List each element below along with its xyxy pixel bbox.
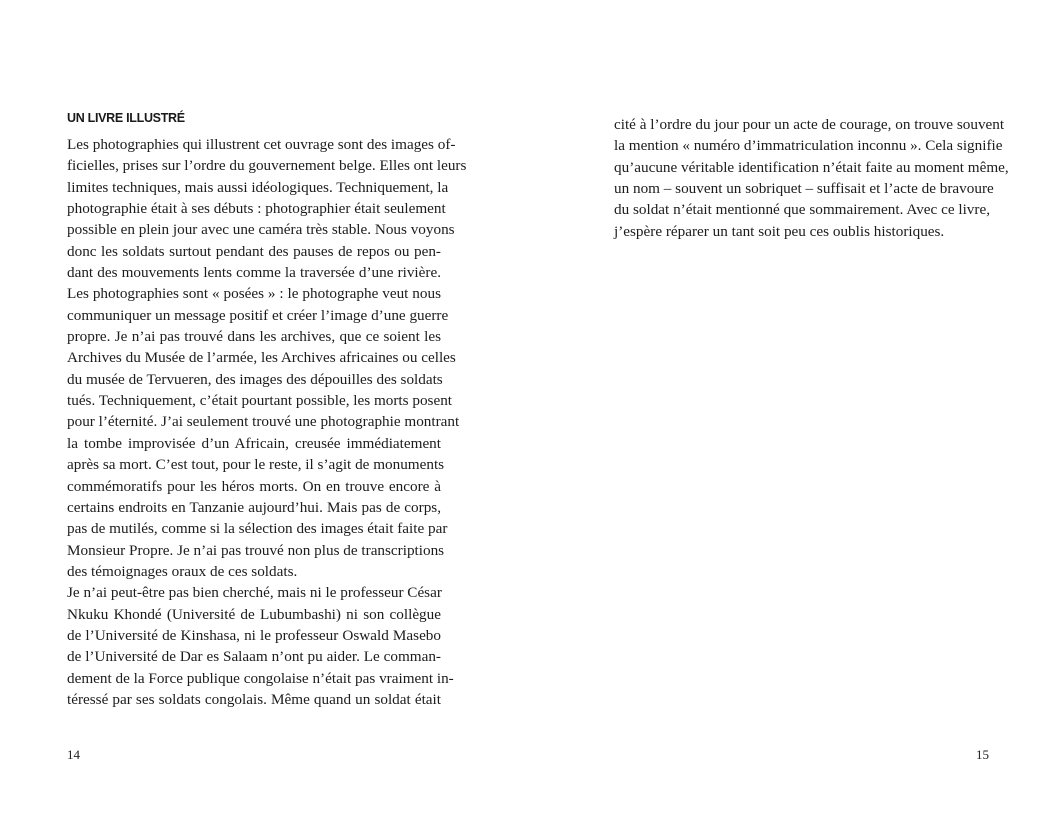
page-number-left: 14: [67, 747, 80, 762]
right-page: [528, 0, 1056, 816]
text-line: après sa mort. C’est tout, pour le reste, il s’agit de monuments: [67, 456, 445, 474]
right-body-text: [614, 114, 1009, 242]
text-line: ficielles, prises sur l’ordre du gouvernement belge. Elles ont leurs: [67, 157, 467, 175]
text-line: pour l’éternité. J’ai seulement trouvé une photographie montrant: [67, 413, 460, 431]
text-line: propre. Je n’ai pas trouvé dans les archives, que ce soient les: [67, 328, 441, 346]
text-line: certains endroits en Tanzanie aujourd’hui. Mais pas de corps,: [67, 498, 441, 516]
text-line: possible en plein jour avec une caméra très stable. Nous voyons: [67, 221, 455, 239]
text-line: tués. Techniquement, c’était pourtant possible, les morts posent: [67, 392, 453, 410]
text-line: dant des mouvements lents comme la traversée d’une rivière.: [67, 264, 441, 282]
text-line: j’espère réparer un tant soit peu ces oublis historiques.: [614, 222, 945, 240]
text-line: Les photographies sont « posées » : le photographe veut nous: [67, 285, 441, 303]
text-line: téressé par ses soldats congolais. Même quand un soldat était: [67, 690, 441, 708]
text-line: des témoignages oraux de ces soldats.: [67, 562, 298, 580]
section-heading: UN LIVRE ILLUSTRÉ: [67, 111, 185, 125]
text-line: de l’Université de Dar es Salaam n’ont pu aider. Le comman-: [67, 648, 441, 666]
text-line: la tombe improvisée d’un Africain, creusée immédiatement: [67, 434, 441, 452]
text-line: Je n’ai peut-être pas bien cherché, mais ni le professeur César: [67, 584, 442, 602]
page-number-right: 15: [976, 747, 989, 762]
text-line: cité à l’ordre du jour pour un acte de courage, on trouve souvent: [614, 116, 1005, 133]
text-line: photographie était à ses débuts : photographier était seulement: [67, 200, 446, 218]
text-line: du musée de Tervueren, des images des dépouilles des soldats: [67, 370, 443, 388]
text-line: qu’aucune véritable identification n’était faite au moment même,: [614, 158, 1009, 176]
text-line: limites techniques, mais aussi idéologiques. Techniquement, la: [67, 178, 449, 196]
text-line: du soldat n’était mentionné que sommairement. Avec ce livre,: [614, 201, 990, 219]
text-line: commémoratifs pour les héros morts. On en trouve encore à: [67, 477, 441, 495]
text-line: Les photographies qui illustrent cet ouvrage sont des images of-: [67, 136, 456, 153]
text-line: Monsieur Propre. Je n’ai pas trouvé non plus de transcriptions: [67, 541, 445, 559]
text-line: communiquer un message positif et créer l’image d’une guerre: [67, 306, 449, 324]
text-line: un nom – souvent un sobriquet – suffisait et l’acte de bravoure: [614, 180, 994, 198]
text-line: de l’Université de Kinshasa, ni le professeur Oswald Masebo: [67, 626, 441, 644]
text-line: donc les soldats surtout pendant des pauses de repos ou pen-: [67, 242, 441, 260]
text-line: Nkuku Khondé (Université de Lubumbashi) ni son collègue: [67, 605, 441, 623]
text-line: pas de mutilés, comme si la sélection des images était faite par: [67, 520, 448, 538]
text-line: Archives du Musée de l’armée, les Archives africaines ou celles: [67, 349, 456, 367]
text-line: dement de la Force publique congolaise n’était pas vraiment in-: [67, 669, 454, 687]
text-line: la mention « numéro d’immatriculation inconnu ». Cela signifie: [614, 137, 1003, 155]
left-body-text: [67, 134, 467, 710]
